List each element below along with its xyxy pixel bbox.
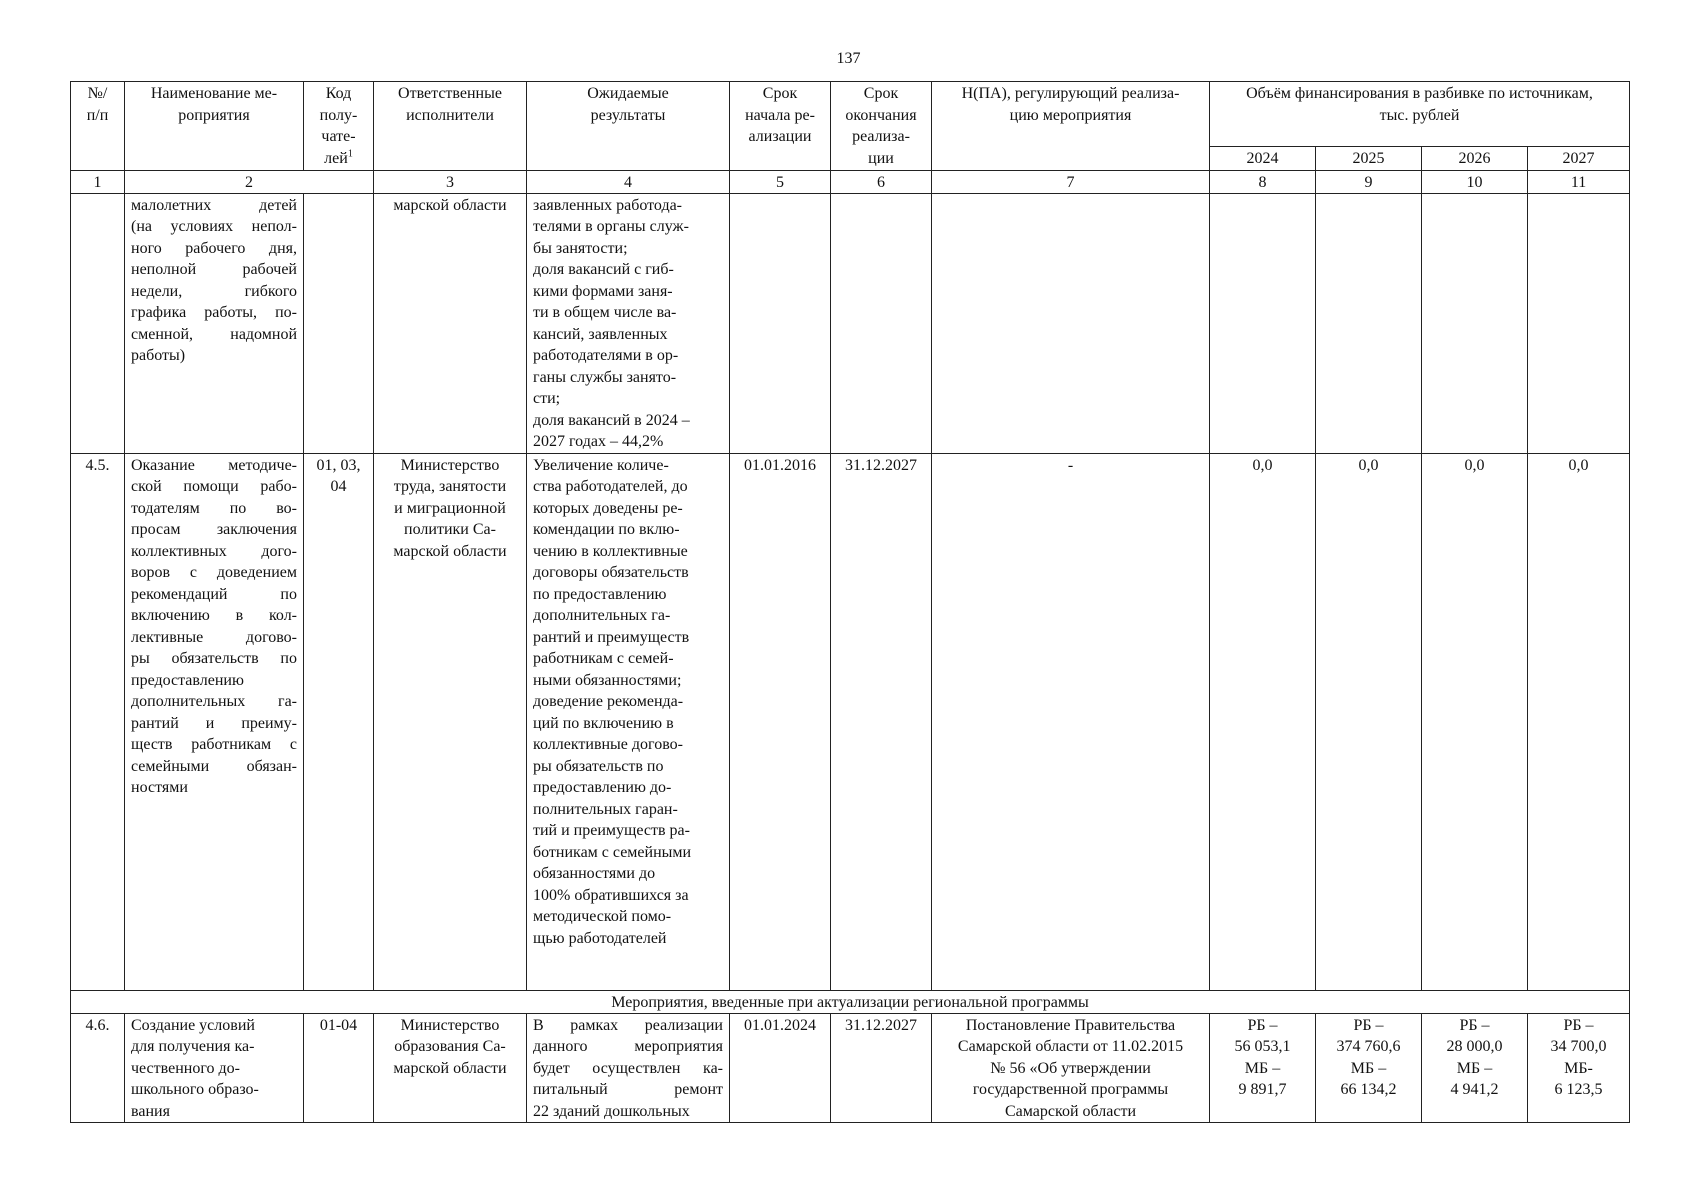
header-start: Срок начала ре- ализации [730, 82, 831, 171]
row-results [527, 193, 730, 453]
header-code-footnote: 1 [347, 148, 353, 160]
row-npa: Постановление Правительства Самарской области от 11.02.2015 № 56 «Об утверждении государственной программы Самарской области [932, 1013, 1210, 1123]
program-measures-table [70, 81, 1630, 1123]
row-results-text [533, 1015, 723, 1123]
text-line: включению в кол- [131, 607, 297, 624]
row-funding-2024: 0,0 [1210, 453, 1316, 990]
text-line: рекомендаций по [131, 585, 297, 603]
text-line: коллективные догово- [533, 736, 683, 753]
row-start [730, 193, 831, 453]
text-line: малолетних детей [131, 196, 297, 214]
header-year-2024: 2024 [1210, 147, 1316, 171]
text-line: тий и преимуществ ра- [533, 822, 690, 839]
text-line: вания [131, 1102, 170, 1120]
text-line: ской помощи рабо- [131, 478, 297, 495]
row-funding-2026: РБ – 28 000,0 МБ – 4 941,2 [1422, 1013, 1528, 1123]
text-line: Увеличение количе- [533, 456, 669, 474]
row-start: 01.01.2024 [730, 1013, 831, 1123]
text-line: школьного образо- [131, 1081, 259, 1098]
text-line: для получения ка- [131, 1038, 255, 1055]
text-line: 22 зданий дошкольных [533, 1102, 690, 1120]
text-line: дополнительных га- [533, 607, 671, 624]
header-num: №/ п/п [71, 82, 125, 171]
text-line: полнительных гаран- [533, 800, 678, 818]
text-line: работы) [131, 347, 186, 364]
column-number: 8 [1210, 170, 1316, 193]
row-npa: - [932, 453, 1210, 990]
column-number: 9 [1316, 170, 1422, 193]
column-number: 11 [1528, 170, 1630, 193]
text-line: коллективных дого- [131, 542, 297, 560]
text-line: В рамках реализации [533, 1016, 723, 1034]
text-line: ства работодателей, до [533, 478, 688, 495]
row-end [831, 193, 932, 453]
row-name [125, 453, 304, 990]
text-line: предоставлению до- [533, 779, 672, 796]
text-line: ного рабочего дня, [131, 239, 297, 257]
column-number: 10 [1422, 170, 1528, 193]
row-num [71, 193, 125, 453]
text-line: доля вакансий с гиб- [533, 261, 674, 278]
row-end: 31.12.2027 [831, 453, 932, 990]
row-end: 31.12.2027 [831, 1013, 932, 1123]
text-line: данного мероприятия [533, 1038, 723, 1055]
text-line: кансий, заявленных [533, 325, 668, 343]
text-line: ботникам с семейными [533, 843, 692, 861]
header-npa: Н(ПА), регулирующий реализа- цию мероприятия [932, 82, 1210, 171]
text-line: ществ работникам с [131, 736, 297, 753]
text-line: воров с доведением [131, 564, 297, 581]
text-line: кими формами заня- [533, 282, 673, 300]
text-line: просам заключения [131, 521, 297, 538]
text-line: заявленных работода- [533, 196, 683, 214]
table-row [71, 193, 1630, 453]
row-results [527, 1013, 730, 1123]
text-line: работникам с семей- [533, 650, 674, 667]
column-number: 7 [932, 170, 1210, 193]
text-line: ций по включению в [533, 714, 674, 732]
text-line: которых доведены ре- [533, 499, 683, 517]
text-line: рантий и преиму- [131, 714, 297, 732]
row-num: 4.6. [71, 1013, 125, 1123]
text-line: неполной рабочей [131, 261, 297, 278]
text-line: 2027 годах – 44,2% [533, 433, 664, 450]
row-name-text [131, 195, 297, 367]
text-line: лективные догово- [131, 628, 297, 646]
text-line: рантий и преимуществ [533, 628, 690, 646]
text-line: тодателям по во- [131, 499, 297, 517]
row-npa [932, 193, 1210, 453]
column-number: 3 [374, 170, 527, 193]
column-number: 4 [527, 170, 730, 193]
text-line: Создание условий [131, 1016, 255, 1034]
header-year-2025: 2025 [1316, 147, 1422, 171]
page-number: 137 [836, 50, 861, 67]
row-funding-2026: 0,0 [1422, 453, 1528, 990]
row-num: 4.5. [71, 453, 125, 990]
text-line: по предоставлению [533, 585, 667, 603]
row-funding-2024: РБ – 56 053,1 МБ – 9 891,7 [1210, 1013, 1316, 1123]
text-line: чественного до- [131, 1059, 240, 1077]
row-funding-2025: РБ – 374 760,6 МБ – 66 134,2 [1316, 1013, 1422, 1123]
row-funding-2025 [1316, 193, 1422, 453]
text-line: будет осуществлен ка- [533, 1059, 723, 1077]
row-code [304, 193, 374, 453]
row-funding-2024 [1210, 193, 1316, 453]
text-line: ры обязательств по [533, 757, 664, 775]
text-line: питальный ремонт [533, 1081, 723, 1098]
header-year-2027: 2027 [1528, 147, 1630, 171]
text-line: Оказание методиче- [131, 456, 297, 474]
text-line: обязанностями до [533, 865, 656, 882]
row-funding-2027: 0,0 [1528, 453, 1630, 990]
column-number: 1 [71, 170, 125, 193]
header-end: Срок окончания реализа- ции [831, 82, 932, 171]
text-line: бы занятости; [533, 239, 628, 257]
column-number-row [71, 170, 1630, 193]
header-code [304, 82, 374, 171]
text-line: доля вакансий в 2024 – [533, 411, 690, 429]
header-row-1 [71, 82, 1630, 147]
text-line: ры обязательств по [131, 650, 297, 667]
column-number: 2 [125, 170, 374, 193]
row-responsible: марской области [374, 193, 527, 453]
text-line: сменной, надомной [131, 325, 297, 343]
row-name-text [131, 1015, 297, 1123]
header-name: Наименование ме- роприятия [125, 82, 304, 171]
text-line: работодателями в ор- [533, 347, 679, 364]
row-name-text [131, 455, 297, 799]
row-code: 01, 03, 04 [304, 453, 374, 990]
section-title: Мероприятия, введенные при актуализации региональной программы [71, 990, 1630, 1013]
header-year-2026: 2026 [1422, 147, 1528, 171]
table-row [71, 1013, 1630, 1123]
text-line: семейными обязан- [131, 757, 297, 775]
header-funding: Объём финансирования в разбивке по источникам, тыс. рублей [1210, 82, 1630, 147]
text-line: методической помо- [533, 908, 672, 925]
text-line: (на условиях непол- [131, 218, 297, 235]
text-line: сти; [533, 390, 561, 407]
row-code: 01-04 [304, 1013, 374, 1123]
row-funding-2027: РБ – 34 700,0 МБ- 6 123,5 [1528, 1013, 1630, 1123]
section-row [71, 990, 1630, 1013]
row-funding-2026 [1422, 193, 1528, 453]
row-results-text [533, 195, 723, 453]
row-start: 01.01.2016 [730, 453, 831, 990]
column-number: 6 [831, 170, 932, 193]
row-results-text [533, 455, 723, 950]
column-number: 5 [730, 170, 831, 193]
row-funding-2025: 0,0 [1316, 453, 1422, 990]
row-name [125, 1013, 304, 1123]
text-line: дополнительных га- [131, 693, 297, 710]
text-line: ными обязанностями; [533, 671, 682, 689]
row-responsible: Министерство труда, занятости и миграционной политики Са- марской области [374, 453, 527, 990]
row-name [125, 193, 304, 453]
text-line: комендации по вклю- [533, 521, 680, 538]
text-line: 100% обратившихся за [533, 886, 689, 904]
text-line: ганы службы занято- [533, 368, 677, 386]
row-responsible: Министерство образования Са- марской области [374, 1013, 527, 1123]
text-line: чению в коллективные [533, 542, 688, 560]
header-results: Ожидаемые результаты [527, 82, 730, 171]
text-line: ностями [131, 779, 188, 796]
text-line: предоставлению [131, 671, 244, 689]
text-line: графика работы, по- [131, 304, 297, 321]
text-line: доведение рекоменда- [533, 693, 684, 710]
text-line: договоры обязательств [533, 564, 689, 581]
text-line: щью работодателей [533, 929, 667, 947]
header-code-text: Код полу- чате- лей [319, 85, 358, 167]
text-line: телями в органы служ- [533, 218, 689, 235]
header-responsible: Ответственные исполнители [374, 82, 527, 171]
text-line: недели, гибкого [131, 282, 297, 300]
row-funding-2027 [1528, 193, 1630, 453]
text-line: ти в общем числе ва- [533, 304, 677, 321]
table-row [71, 453, 1630, 990]
row-results [527, 453, 730, 990]
